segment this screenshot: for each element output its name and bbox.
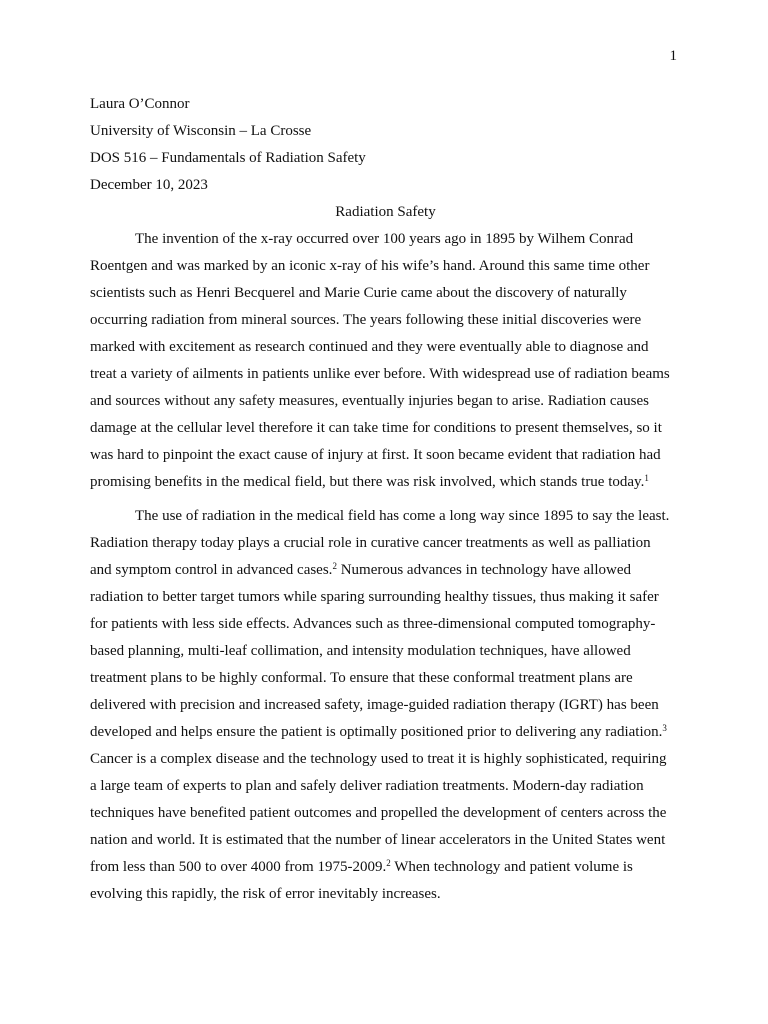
paragraph-line: [90, 469, 681, 496]
paragraph-line: [90, 854, 681, 881]
page-number: 1: [669, 48, 677, 64]
document-body: [90, 91, 681, 908]
paragraph-line: nation and world. It is estimated that the number of linear accelerators in the United States went: [90, 832, 666, 848]
paragraph-line: evolving this rapidly, the risk of error inevitably increases.: [90, 886, 441, 902]
paragraph-line: Roentgen and was marked by an iconic x-ray of his wife’s hand. Around this same time other: [90, 258, 650, 274]
course-name: DOS 516 – Fundamentals of Radiation Safety: [90, 150, 366, 166]
paragraph-2: [90, 503, 681, 908]
paragraph-line-text: When technology and patient volume is: [390, 859, 633, 875]
author-name: Laura O’Connor: [90, 96, 190, 112]
footnote-marker: 2: [332, 561, 337, 571]
paragraph-line: The invention of the x-ray occurred over 100 years ago in 1895 by Wilhem Conrad: [135, 231, 634, 247]
footnote-marker: 3: [662, 723, 667, 733]
paragraph-line-text: Numerous advances in technology have allowed: [336, 562, 632, 578]
paragraph-line-text: developed and helps ensure the patient is optimally positioned prior to delivering any radiation.: [90, 724, 663, 740]
paragraph-line: Cancer is a complex disease and the technology used to treat it is highly sophisticated, requiring: [90, 751, 667, 767]
paragraph-line-text: promising benefits in the medical field, but there was risk involved, which stands true today.: [90, 474, 645, 490]
paragraph-line: Radiation therapy today plays a crucial role in curative cancer treatments as well as palliation: [90, 535, 651, 551]
footnote-marker: 1: [644, 473, 649, 483]
paragraph-line: and sources without any safety measures, eventually injuries began to arise. Radiation causes: [90, 393, 649, 409]
paragraph-line-text: and symptom control in advanced cases.: [90, 562, 333, 578]
paragraph-line: delivered with precision and increased safety, image-guided radiation therapy (IGRT) has been: [90, 697, 659, 713]
paragraph-line: [90, 719, 681, 746]
paragraph-line: based planning, multi-leaf collimation, and intensity modulation techniques, have allowed: [90, 643, 631, 659]
paragraph-line: for patients with less side effects. Advances such as three-dimensional computed tomography-: [90, 616, 656, 632]
institution-name: University of Wisconsin – La Crosse: [90, 123, 312, 139]
paragraph-1: [90, 226, 681, 496]
document-date: December 10, 2023: [90, 177, 208, 193]
paragraph-line: scientists such as Henri Becquerel and Marie Curie came about the discovery of naturally: [90, 285, 627, 301]
paragraph-line: marked with excitement as research continued and they were eventually able to diagnose and: [90, 339, 649, 355]
document-title: Radiation Safety: [335, 204, 436, 220]
paragraph-line: The use of radiation in the medical field has come a long way since 1895 to say the least.: [135, 508, 670, 524]
paragraph-line: treat a variety of ailments in patients unlike ever before. With widespread use of radiation beams: [90, 366, 670, 382]
paragraph-line: damage at the cellular level therefore it can take time for conditions to present themselves, so it: [90, 420, 662, 436]
paragraph-line: techniques have benefited patient outcomes and propelled the development of centers across the: [90, 805, 667, 821]
paragraph-spacer: [90, 496, 681, 503]
footnote-marker: 2: [386, 858, 391, 868]
paragraph-line: [90, 557, 681, 584]
paragraph-line: was hard to pinpoint the exact cause of injury at first. It soon became evident that radiation had: [90, 447, 661, 463]
paragraph-line: occurring radiation from mineral sources. The years following these initial discoveries were: [90, 312, 642, 328]
paragraph-line: a large team of experts to plan and safely deliver radiation treatments. Modern-day radiation: [90, 778, 644, 794]
paragraph-line-text: from less than 500 to over 4000 from 1975-2009.: [90, 859, 387, 875]
paragraph-line: treatment plans to be highly conformal. To ensure that these conformal treatment plans are: [90, 670, 633, 686]
paragraph-line: radiation to better target tumors while sparing surrounding healthy tissues, thus making it safer: [90, 589, 659, 605]
